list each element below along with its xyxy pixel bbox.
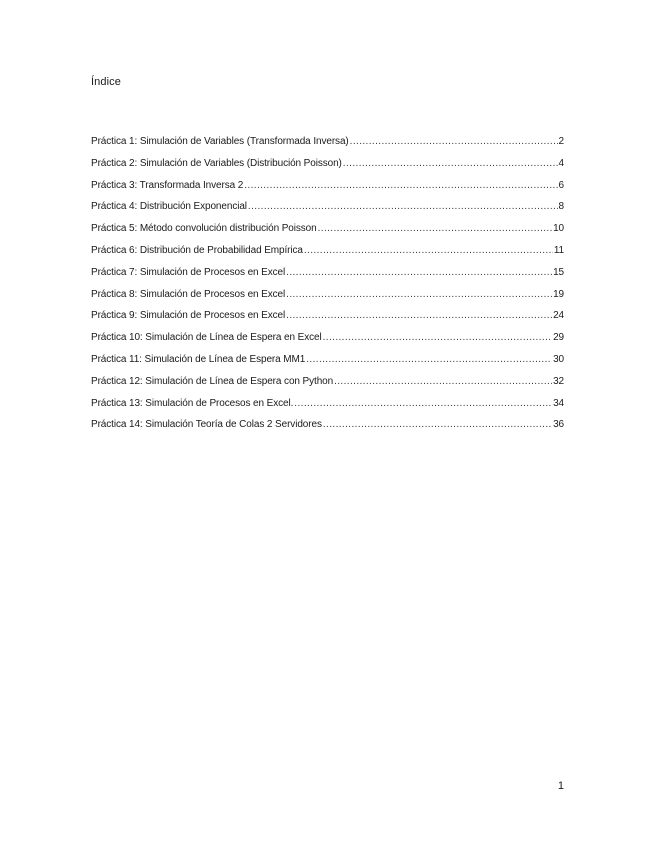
toc-entry-5[interactable] <box>91 223 564 245</box>
toc-dot-leader <box>244 180 557 191</box>
toc-entry-page: 36 <box>553 419 564 431</box>
toc-entry-2[interactable] <box>91 158 564 180</box>
toc-dot-leader <box>306 354 552 365</box>
table-of-contents <box>91 136 564 441</box>
toc-entry-title: Práctica 9: Simulación de Procesos en Excel <box>91 310 286 322</box>
toc-entry-title: Práctica 5: Método convolución distribución Poisson <box>91 223 317 235</box>
toc-entry-page: 6 <box>558 179 564 191</box>
toc-dot-leader <box>286 310 552 321</box>
toc-entry-page: 34 <box>553 397 564 409</box>
toc-entry-8[interactable] <box>91 289 564 311</box>
toc-entry-title: Práctica 1: Simulación de Variables (Transformada Inversa) <box>91 136 349 147</box>
toc-entry-13[interactable] <box>91 398 564 420</box>
toc-entry-page: 11 <box>553 244 564 256</box>
toc-entry-10[interactable] <box>91 332 564 354</box>
toc-entry-title: Práctica 8: Simulación de Procesos en Excel <box>91 288 286 300</box>
toc-entry-page: 4 <box>558 157 564 169</box>
toc-entry-3[interactable] <box>91 180 564 202</box>
toc-heading: Índice <box>91 76 121 88</box>
toc-entry-page: 29 <box>553 332 564 344</box>
toc-dot-leader <box>286 289 552 300</box>
toc-entry-page: 30 <box>553 353 564 365</box>
toc-dot-leader <box>318 223 552 234</box>
toc-entry-page: 19 <box>553 288 564 300</box>
toc-dot-leader <box>248 201 558 212</box>
toc-entry-title: Práctica 3: Transformada Inversa 2 <box>91 179 244 191</box>
toc-entry-page: 10 <box>553 223 564 235</box>
toc-dot-leader <box>294 398 552 409</box>
toc-dot-leader <box>304 245 553 256</box>
toc-entry-title: Práctica 6: Distribución de Probabilidad Empírica <box>91 244 303 256</box>
toc-entry-title: Práctica 10: Simulación de Línea de Espera en Excel <box>91 332 322 344</box>
toc-dot-leader <box>323 419 552 430</box>
toc-entry-4[interactable] <box>91 201 564 223</box>
toc-entry-1[interactable] <box>91 136 564 158</box>
toc-entry-title: Práctica 13: Simulación de Procesos en Excel. <box>91 397 294 409</box>
toc-dot-leader <box>343 158 558 169</box>
toc-entry-14[interactable] <box>91 419 564 441</box>
toc-entry-page: 24 <box>553 310 564 322</box>
toc-entry-page: 2 <box>558 136 564 147</box>
toc-entry-title: Práctica 2: Simulación de Variables (Distribución Poisson) <box>91 157 342 169</box>
toc-entry-11[interactable] <box>91 354 564 376</box>
toc-entry-title: Práctica 11: Simulación de Línea de Espera MM1 <box>91 353 306 365</box>
toc-entry-12[interactable] <box>91 376 564 398</box>
toc-entry-7[interactable] <box>91 267 564 289</box>
toc-entry-6[interactable] <box>91 245 564 267</box>
toc-entry-title: Práctica 4: Distribución Exponencial <box>91 201 247 213</box>
toc-dot-leader <box>286 267 552 278</box>
toc-entry-title: Práctica 12: Simulación de Línea de Espera con Python <box>91 375 334 387</box>
page-number: 1 <box>557 780 564 792</box>
toc-dot-leader <box>323 332 552 343</box>
toc-entry-title: Práctica 14: Simulación Teoría de Colas 2 Servidores <box>91 419 322 431</box>
toc-dot-leader <box>334 376 552 387</box>
toc-entry-9[interactable] <box>91 310 564 332</box>
toc-entry-page: 8 <box>558 201 564 213</box>
toc-dot-leader <box>350 136 558 147</box>
toc-entry-page: 32 <box>553 375 564 387</box>
toc-entry-title: Práctica 7: Simulación de Procesos en Excel <box>91 266 286 278</box>
toc-entry-page: 15 <box>553 266 564 278</box>
